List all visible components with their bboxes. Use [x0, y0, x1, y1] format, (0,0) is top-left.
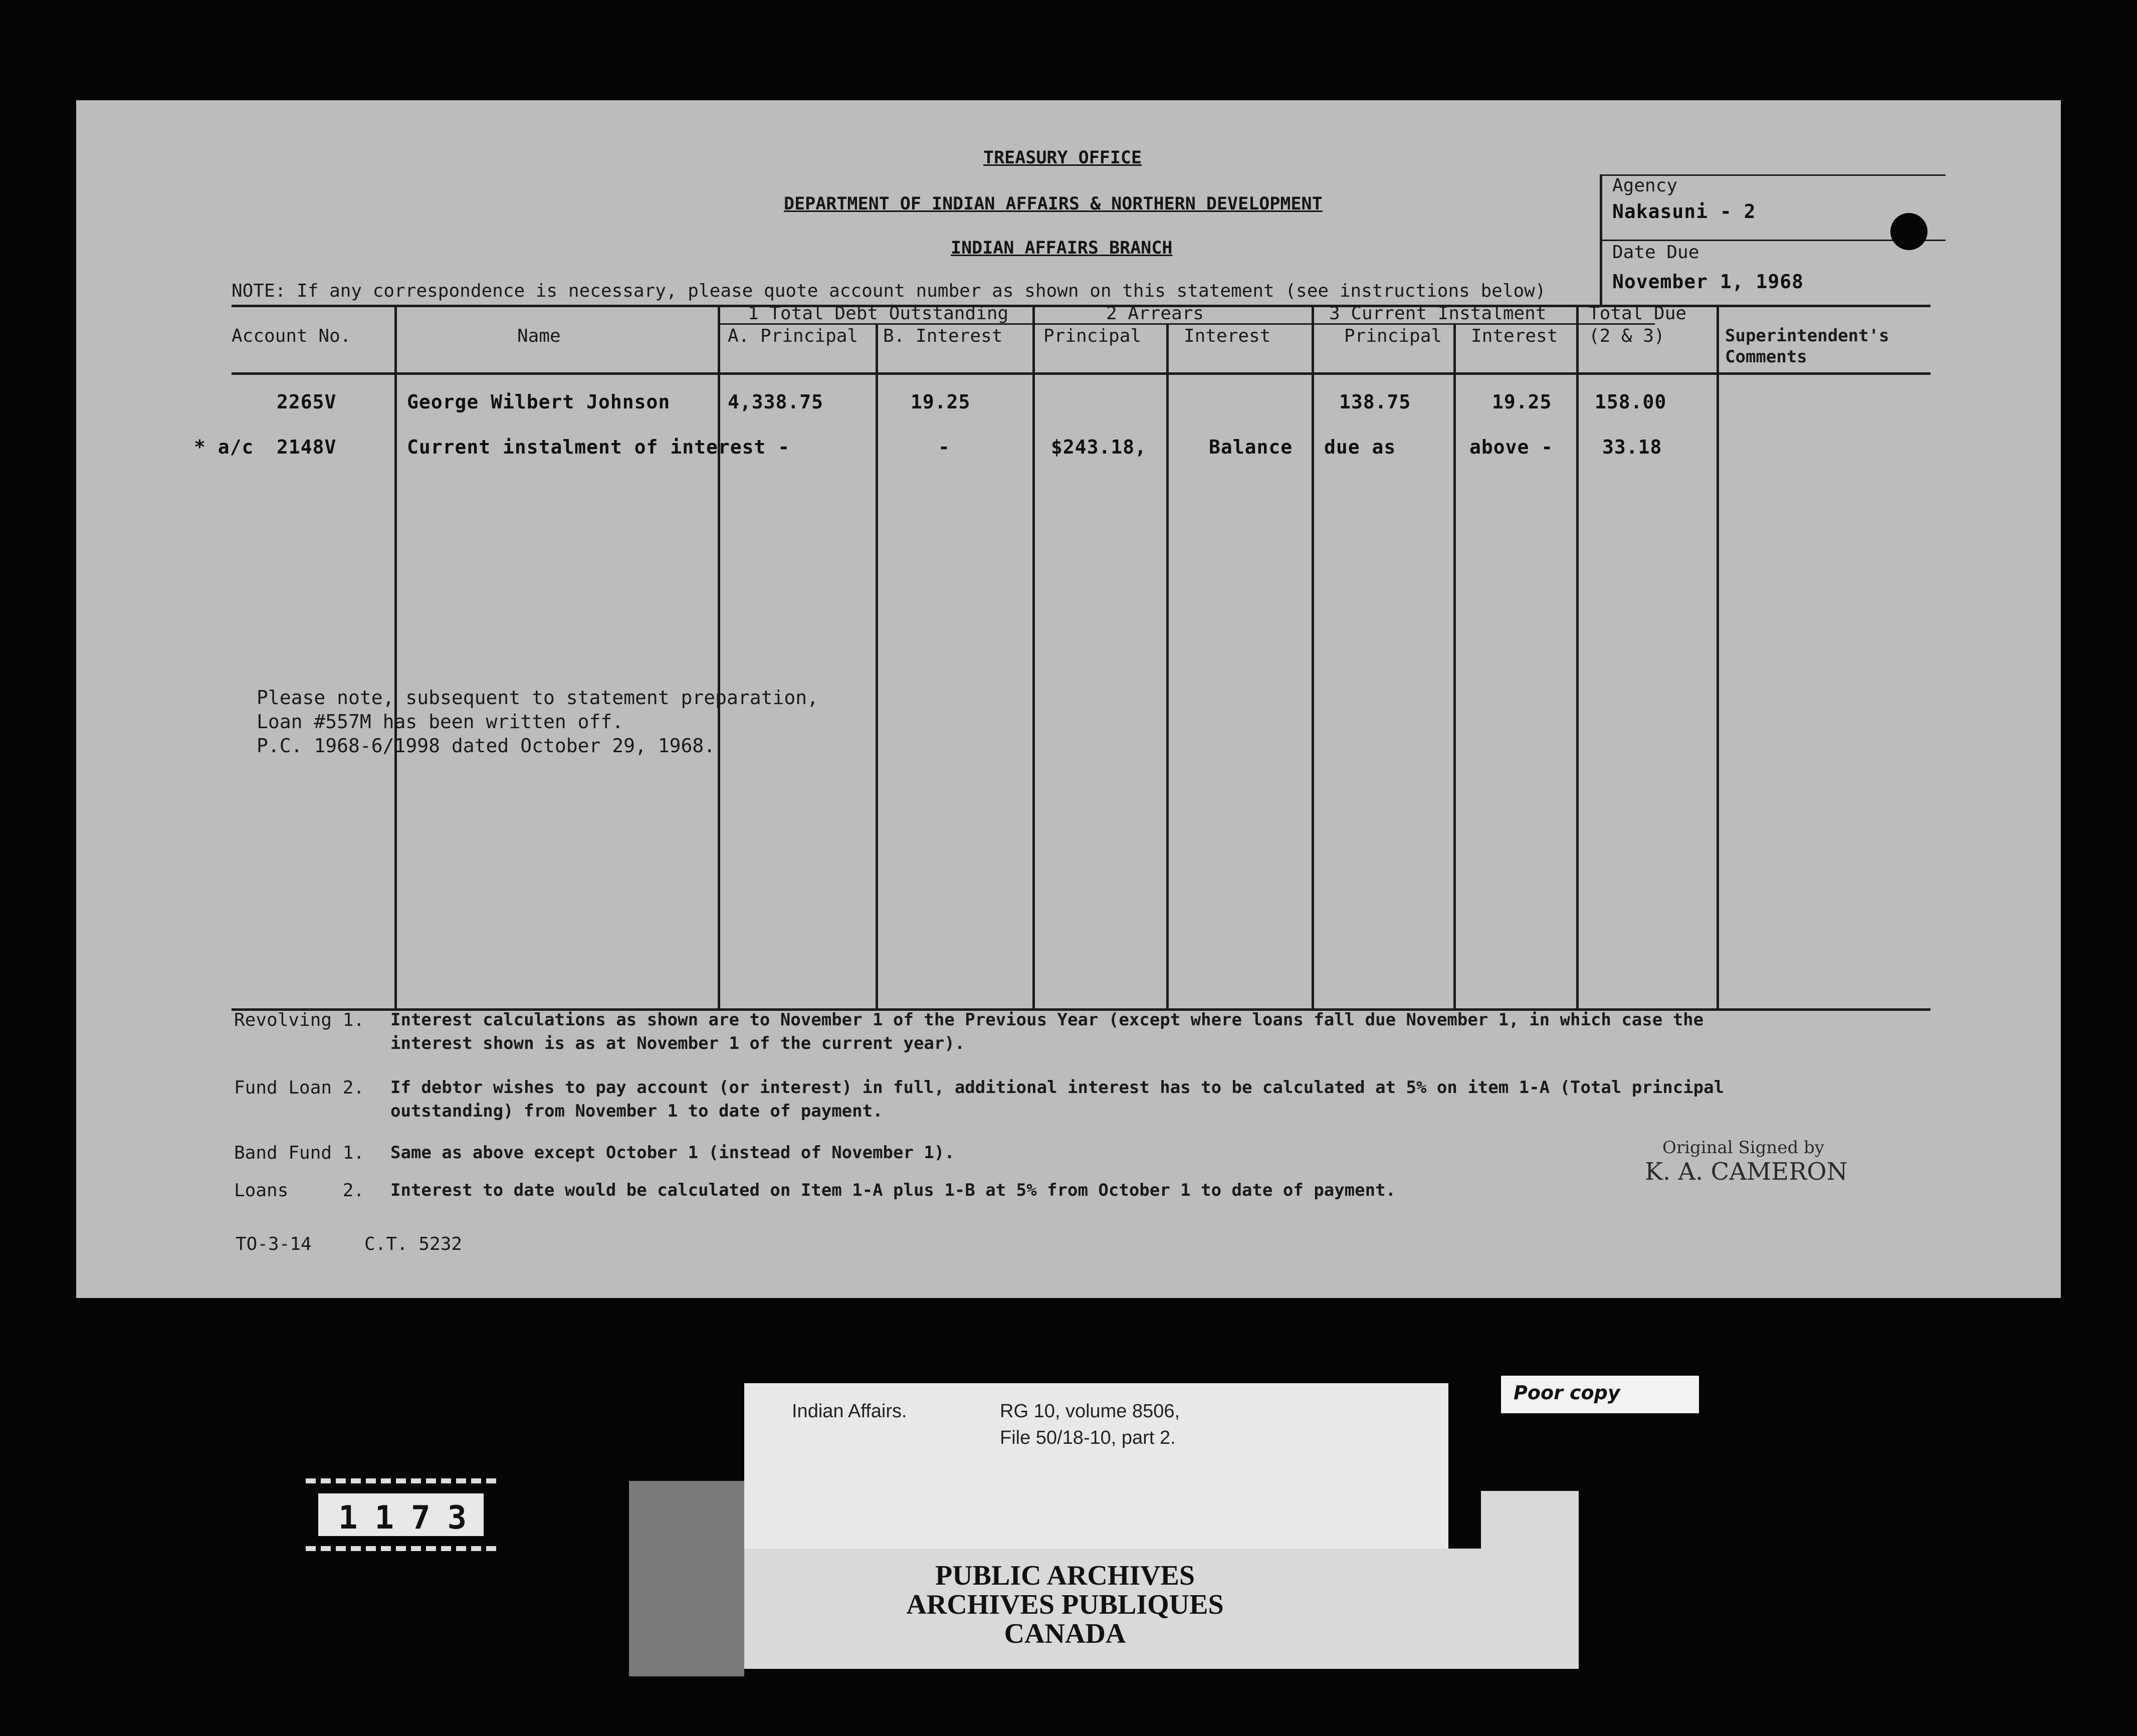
row1-a-principal: 4,338.75: [728, 391, 824, 413]
row1-name: George Wilbert Johnson: [407, 391, 671, 413]
instruction-1-text1: Interest calculations as shown are to November 1 of the Previous Year (except where loans fall due November 1, in which case the: [390, 1010, 1704, 1030]
frame-number-strip: [306, 1478, 496, 1551]
instruction-3-text1: Same as above except October 1 (instead of November 1).: [390, 1143, 955, 1163]
instruction-4-text1: Interest to date would be calculated on Item 1-A plus 1-B at 5% from October 1 to date of payment.: [390, 1180, 1396, 1200]
header-current-instalment: 3 Current Instalment: [1329, 303, 1547, 324]
col-b-interest: B. Interest: [883, 326, 1003, 346]
archive-source: Indian Affairs.: [792, 1401, 907, 1422]
row1-total-due: 158.00: [1595, 391, 1667, 413]
row2-arr-interest: Balance: [1209, 436, 1293, 458]
office-title: TREASURY OFFICE: [983, 148, 1142, 168]
instruction-4-label: Loans 2.: [234, 1180, 365, 1201]
public-archives-text: [789, 1561, 1341, 1648]
col-arrears-principal: Principal: [1043, 326, 1142, 346]
writeoff-note-line2: Loan #557M has been written off.: [257, 711, 624, 733]
archive-ref-line2: File 50/18-10, part 2.: [1000, 1427, 1176, 1448]
agency-label: Agency: [1612, 175, 1678, 196]
instruction-1-label: Revolving 1.: [234, 1010, 365, 1030]
instruction-2-text1: If debtor wishes to pay account (or interest) in full, additional interest has to be calculated at 5% on item 1-A (Total principal: [390, 1077, 1725, 1098]
agency-value: Nakasuni - 2: [1612, 200, 1756, 223]
col-current-interest: Interest: [1471, 326, 1558, 346]
department-title: DEPARTMENT OF INDIAN AFFAIRS & NORTHERN DEVELOPMENT: [784, 194, 1323, 214]
col-comments-2: Comments: [1725, 347, 1807, 367]
row1-cur-principal: 138.75: [1339, 391, 1411, 413]
header-arrears: 2 Arrears: [1106, 303, 1204, 324]
public-archives-line3: CANADA: [1004, 1618, 1126, 1649]
row2-prefix: * a/c: [194, 436, 254, 458]
row2-total-due: 33.18: [1602, 436, 1662, 458]
public-archives-stamp-back: [629, 1481, 744, 1676]
punch-hole: [1890, 213, 1928, 250]
signature-caption: Original Signed by: [1662, 1138, 1824, 1158]
frame-number: 1173: [338, 1499, 484, 1537]
col-a-principal: A. Principal: [728, 326, 859, 346]
col-current-principal: Principal: [1344, 326, 1442, 346]
row2-name: Current instalment of interest -: [407, 436, 790, 458]
date-due-value: November 1, 1968: [1612, 271, 1804, 293]
row1-b-interest: 19.25: [911, 391, 971, 413]
row1-cur-interest: 19.25: [1492, 391, 1552, 413]
poor-copy-text: Poor copy: [1514, 1382, 1620, 1404]
signature-name: K. A. CAMERON: [1645, 1158, 1848, 1186]
instruction-3-label: Band Fund 1.: [234, 1143, 365, 1163]
col-comments-1: Superintendent's: [1725, 326, 1889, 346]
branch-title: INDIAN AFFAIRS BRANCH: [951, 238, 1173, 258]
row1-account: 2265V: [277, 391, 337, 413]
header-total-due: Total Due: [1589, 303, 1687, 324]
public-archives-line1: PUBLIC ARCHIVES: [935, 1560, 1195, 1591]
writeoff-note-line1: Please note, subsequent to statement preparation,: [257, 687, 819, 709]
public-archives-tab: [1481, 1491, 1579, 1549]
statement-sheet: [76, 100, 2061, 1298]
col-total-due-sub: (2 & 3): [1589, 326, 1665, 346]
header-total-debt: 1 Total Debt Outstanding: [748, 303, 1009, 324]
instruction-1-text2: interest shown is as at November 1 of the current year).: [390, 1033, 965, 1053]
writeoff-note-line3: P.C. 1968-6/1998 dated October 29, 1968.: [257, 735, 716, 757]
col-account-no: Account No.: [232, 326, 351, 346]
row2-cur-interest: above -: [1469, 436, 1554, 458]
row2-arr-principal: $243.18,: [1051, 436, 1147, 458]
col-arrears-interest: Interest: [1184, 326, 1271, 346]
correspondence-note: NOTE: If any correspondence is necessary, please quote account number as shown on this statement (see instructions below): [232, 281, 1546, 301]
form-code: TO-3-14: [236, 1234, 312, 1254]
col-name: Name: [517, 326, 561, 346]
frame-number-box: [318, 1493, 484, 1536]
date-due-label: Date Due: [1612, 242, 1699, 263]
ct-code: C.T. 5232: [364, 1234, 463, 1254]
instruction-2-text2: outstanding) from November 1 to date of payment.: [390, 1101, 883, 1121]
instruction-2-label: Fund Loan 2.: [234, 1077, 365, 1098]
archive-ref-line1: RG 10, volume 8506,: [1000, 1401, 1180, 1422]
public-archives-line2: ARCHIVES PUBLIQUES: [906, 1589, 1224, 1620]
row2-cur-principal: due as: [1324, 436, 1396, 458]
row2-account: 2148V: [277, 436, 337, 458]
row2-b-interest: -: [938, 436, 950, 458]
